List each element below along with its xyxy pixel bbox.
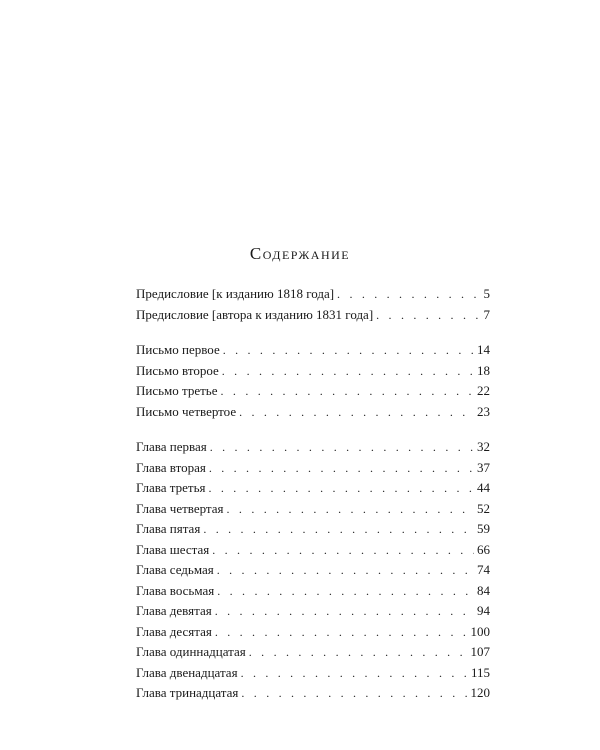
dot-leader: [209, 458, 474, 479]
toc-entry[interactable]: [136, 340, 490, 361]
dot-leader: [208, 478, 474, 499]
toc-entry-label: Глава десятая: [136, 623, 212, 639]
toc-entry-page: 14: [477, 342, 490, 357]
toc-entry[interactable]: [136, 683, 490, 704]
toc-entry[interactable]: [136, 478, 490, 499]
dot-leader: [215, 601, 474, 622]
toc-entry-page: 107: [470, 644, 490, 659]
toc-entry-label: Глава восьмая: [136, 582, 215, 598]
toc-entry-label: Глава пятая: [136, 521, 201, 536]
toc-entry-page: 74: [477, 562, 490, 577]
toc-entry-label: Письмо второе: [136, 362, 219, 378]
toc-entry-label: Глава тринадцатая: [136, 685, 239, 700]
toc-entry-page: 37: [477, 459, 490, 475]
dot-leader: [376, 305, 480, 326]
dot-leader: [215, 622, 468, 643]
dot-leader: [227, 499, 474, 520]
toc-entry[interactable]: [136, 499, 490, 520]
toc-entry[interactable]: [136, 519, 490, 540]
toc-entry-label: Глава четвертая: [136, 500, 224, 516]
dot-leader: [239, 402, 474, 423]
toc-entry[interactable]: [136, 540, 490, 561]
toc-entry-label: Глава шестая: [136, 541, 210, 557]
toc-entry-page: 22: [477, 383, 490, 398]
dot-leader: [223, 340, 474, 361]
toc-entry[interactable]: [136, 642, 490, 663]
toc-entry-label: Глава седьмая: [136, 562, 214, 577]
toc-entry-label: Глава одиннадцатая: [136, 644, 246, 659]
toc-entry-label: Предисловие [к изданию 1818 года]: [136, 286, 335, 301]
dot-leader: [212, 540, 474, 561]
dot-leader: [337, 284, 480, 305]
toc-entry-page: 100: [470, 623, 490, 639]
dot-leader: [217, 560, 474, 581]
toc-entry-page: 18: [477, 362, 490, 378]
dot-leader: [217, 581, 474, 602]
toc-entry-page: 66: [477, 541, 490, 557]
dot-leader: [221, 381, 474, 402]
toc-entry[interactable]: [136, 458, 490, 479]
dot-leader: [222, 361, 474, 382]
toc-entry[interactable]: [136, 402, 490, 423]
toc-entry-page: 23: [477, 403, 490, 419]
toc-entry[interactable]: [136, 305, 490, 326]
toc-entry[interactable]: [136, 622, 490, 643]
toc-entry[interactable]: [136, 601, 490, 622]
dot-leader: [241, 663, 468, 684]
toc-entry-page: 115: [470, 664, 490, 680]
toc-entry-page: 5: [483, 286, 490, 301]
toc-entry-label: Глава третья: [136, 480, 206, 495]
toc-entry-label: Предисловие [автора к изданию 1831 года]: [136, 306, 374, 322]
toc-entry[interactable]: [136, 663, 490, 684]
toc-entry-label: Глава двенадцатая: [136, 664, 238, 680]
dot-leader: [241, 683, 467, 704]
toc-entry-page: 120: [470, 685, 490, 700]
toc-entry[interactable]: [136, 437, 490, 458]
toc-entry-label: Глава вторая: [136, 459, 206, 475]
toc-entry[interactable]: [136, 361, 490, 382]
toc-entry-label: Глава девятая: [136, 603, 212, 618]
toc-entry-label: Письмо четвертое: [136, 403, 237, 419]
toc-entry-label: Глава первая: [136, 439, 207, 454]
toc-entry-page: 94: [477, 603, 490, 618]
toc-entry-page: 59: [477, 521, 490, 536]
toc-entry-page: 84: [477, 582, 490, 598]
page-title: Содержание: [249, 244, 351, 263]
toc-entry-label: Письмо первое: [136, 342, 220, 357]
toc-group-letters: [136, 340, 490, 422]
table-of-contents: [136, 284, 490, 719]
toc-entry[interactable]: [136, 381, 490, 402]
toc-entry[interactable]: [136, 284, 490, 305]
toc-entry[interactable]: [136, 560, 490, 581]
toc-entry-page: 44: [477, 480, 490, 495]
toc-entry-label: Письмо третье: [136, 383, 218, 398]
toc-group-chapters: [136, 437, 490, 704]
toc-entry[interactable]: [136, 581, 490, 602]
toc-entry-page: 52: [477, 500, 490, 516]
dot-leader: [249, 642, 468, 663]
dot-leader: [210, 437, 474, 458]
toc-entry-page: 32: [477, 439, 490, 454]
toc-group-prefaces: [136, 284, 490, 325]
dot-leader: [203, 519, 474, 540]
toc-entry-page: 7: [483, 306, 490, 322]
